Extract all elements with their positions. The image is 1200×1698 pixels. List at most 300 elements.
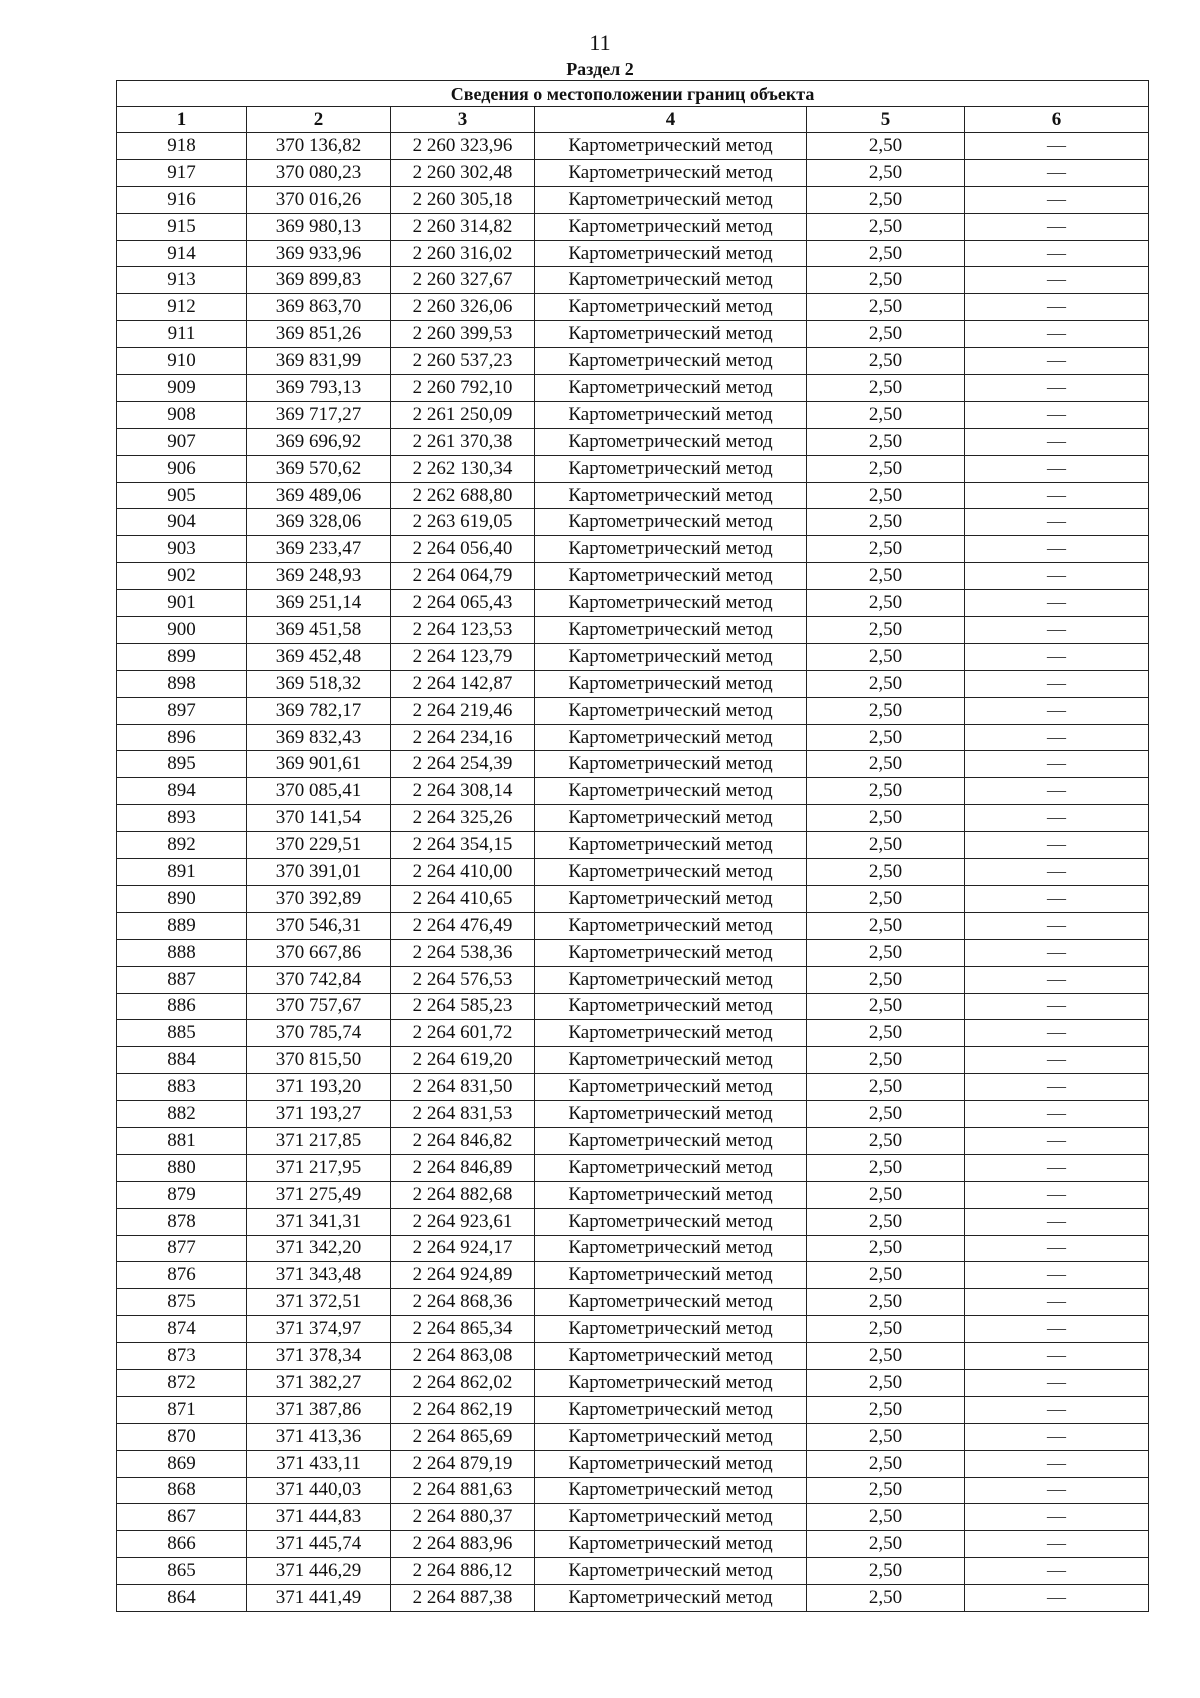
table-row — [117, 428, 1149, 455]
table-row — [117, 1504, 1149, 1531]
method-cell: Картометрический метод — [535, 1262, 807, 1289]
description-cell: — — [965, 1423, 1149, 1450]
table-row — [117, 1558, 1149, 1585]
description-cell: — — [965, 1074, 1149, 1101]
column-header: 5 — [807, 107, 965, 133]
description-cell: — — [965, 643, 1149, 670]
x-coordinate-cell: 369 933,96 — [247, 240, 391, 267]
point-number-cell: 910 — [117, 348, 247, 375]
accuracy-cell: 2,50 — [807, 1477, 965, 1504]
method-cell: Картометрический метод — [535, 1020, 807, 1047]
x-coordinate-cell: 371 341,31 — [247, 1208, 391, 1235]
table-row — [117, 670, 1149, 697]
description-cell: — — [965, 348, 1149, 375]
y-coordinate-cell: 2 264 831,53 — [391, 1101, 535, 1128]
accuracy-cell: 2,50 — [807, 724, 965, 751]
column-header: 6 — [965, 107, 1149, 133]
x-coordinate-cell: 369 793,13 — [247, 375, 391, 402]
y-coordinate-cell: 2 264 923,61 — [391, 1208, 535, 1235]
point-number-cell: 883 — [117, 1074, 247, 1101]
table-row — [117, 1181, 1149, 1208]
table-row — [117, 186, 1149, 213]
y-coordinate-cell: 2 264 585,23 — [391, 993, 535, 1020]
method-cell: Картометрический метод — [535, 697, 807, 724]
y-coordinate-cell: 2 264 887,38 — [391, 1585, 535, 1612]
y-coordinate-cell: 2 260 327,67 — [391, 267, 535, 294]
accuracy-cell: 2,50 — [807, 1531, 965, 1558]
accuracy-cell: 2,50 — [807, 240, 965, 267]
y-coordinate-cell: 2 264 538,36 — [391, 939, 535, 966]
y-coordinate-cell: 2 264 863,08 — [391, 1343, 535, 1370]
point-number-cell: 871 — [117, 1396, 247, 1423]
description-cell: — — [965, 267, 1149, 294]
method-cell: Картометрический метод — [535, 509, 807, 536]
point-number-cell: 901 — [117, 590, 247, 617]
x-coordinate-cell: 371 440,03 — [247, 1477, 391, 1504]
table-row — [117, 563, 1149, 590]
point-number-cell: 902 — [117, 563, 247, 590]
method-cell: Картометрический метод — [535, 966, 807, 993]
accuracy-cell: 2,50 — [807, 1127, 965, 1154]
accuracy-cell: 2,50 — [807, 294, 965, 321]
x-coordinate-cell: 371 193,20 — [247, 1074, 391, 1101]
method-cell: Картометрический метод — [535, 912, 807, 939]
method-cell: Картометрический метод — [535, 1585, 807, 1612]
table-row — [117, 1423, 1149, 1450]
method-cell: Картометрический метод — [535, 321, 807, 348]
description-cell: — — [965, 670, 1149, 697]
y-coordinate-cell: 2 264 924,89 — [391, 1262, 535, 1289]
x-coordinate-cell: 369 570,62 — [247, 455, 391, 482]
method-cell: Картометрический метод — [535, 1101, 807, 1128]
method-cell: Картометрический метод — [535, 832, 807, 859]
x-coordinate-cell: 371 217,85 — [247, 1127, 391, 1154]
description-cell: — — [965, 1181, 1149, 1208]
y-coordinate-cell: 2 264 234,16 — [391, 724, 535, 751]
point-number-cell: 876 — [117, 1262, 247, 1289]
x-coordinate-cell: 369 899,83 — [247, 267, 391, 294]
description-cell: — — [965, 724, 1149, 751]
point-number-cell: 900 — [117, 617, 247, 644]
table-caption-row — [117, 81, 1149, 107]
x-coordinate-cell: 369 328,06 — [247, 509, 391, 536]
method-cell: Картометрический метод — [535, 1316, 807, 1343]
table-row — [117, 1477, 1149, 1504]
table-row — [117, 267, 1149, 294]
accuracy-cell: 2,50 — [807, 1047, 965, 1074]
accuracy-cell: 2,50 — [807, 563, 965, 590]
method-cell: Картометрический метод — [535, 1127, 807, 1154]
y-coordinate-cell: 2 262 130,34 — [391, 455, 535, 482]
table-row — [117, 778, 1149, 805]
point-number-cell: 898 — [117, 670, 247, 697]
method-cell: Картометрический метод — [535, 1343, 807, 1370]
method-cell: Картометрический метод — [535, 778, 807, 805]
point-number-cell: 913 — [117, 267, 247, 294]
y-coordinate-cell: 2 260 537,23 — [391, 348, 535, 375]
description-cell: — — [965, 1235, 1149, 1262]
accuracy-cell: 2,50 — [807, 832, 965, 859]
method-cell: Картометрический метод — [535, 805, 807, 832]
table-row — [117, 348, 1149, 375]
x-coordinate-cell: 369 851,26 — [247, 321, 391, 348]
table-row — [117, 1396, 1149, 1423]
method-cell: Картометрический метод — [535, 133, 807, 160]
method-cell: Картометрический метод — [535, 1074, 807, 1101]
method-cell: Картометрический метод — [535, 294, 807, 321]
x-coordinate-cell: 370 546,31 — [247, 912, 391, 939]
x-coordinate-cell: 369 518,32 — [247, 670, 391, 697]
accuracy-cell: 2,50 — [807, 617, 965, 644]
description-cell: — — [965, 133, 1149, 160]
accuracy-cell: 2,50 — [807, 1343, 965, 1370]
x-coordinate-cell: 370 815,50 — [247, 1047, 391, 1074]
method-cell: Картометрический метод — [535, 1558, 807, 1585]
point-number-cell: 869 — [117, 1450, 247, 1477]
table-row — [117, 617, 1149, 644]
description-cell: — — [965, 482, 1149, 509]
point-number-cell: 886 — [117, 993, 247, 1020]
y-coordinate-cell: 2 264 601,72 — [391, 1020, 535, 1047]
accuracy-cell: 2,50 — [807, 590, 965, 617]
accuracy-cell: 2,50 — [807, 1181, 965, 1208]
table-row — [117, 832, 1149, 859]
x-coordinate-cell: 369 248,93 — [247, 563, 391, 590]
description-cell: — — [965, 993, 1149, 1020]
accuracy-cell: 2,50 — [807, 482, 965, 509]
table-row — [117, 1585, 1149, 1612]
y-coordinate-cell: 2 264 065,43 — [391, 590, 535, 617]
x-coordinate-cell: 369 832,43 — [247, 724, 391, 751]
method-cell: Картометрический метод — [535, 186, 807, 213]
method-cell: Картометрический метод — [535, 1531, 807, 1558]
table-row — [117, 1343, 1149, 1370]
point-number-cell: 875 — [117, 1289, 247, 1316]
description-cell: — — [965, 428, 1149, 455]
x-coordinate-cell: 370 085,41 — [247, 778, 391, 805]
table-row — [117, 805, 1149, 832]
boundary-table — [116, 80, 1149, 1612]
table-row — [117, 375, 1149, 402]
point-number-cell: 893 — [117, 805, 247, 832]
table-row — [117, 509, 1149, 536]
table-row — [117, 643, 1149, 670]
point-number-cell: 873 — [117, 1343, 247, 1370]
description-cell: — — [965, 1154, 1149, 1181]
method-cell: Картометрический метод — [535, 1450, 807, 1477]
method-cell: Картометрический метод — [535, 1504, 807, 1531]
page-number: 11 — [589, 30, 611, 55]
accuracy-cell: 2,50 — [807, 670, 965, 697]
method-cell: Картометрический метод — [535, 1289, 807, 1316]
description-cell: — — [965, 1585, 1149, 1612]
accuracy-cell: 2,50 — [807, 159, 965, 186]
table-row — [117, 1531, 1149, 1558]
accuracy-cell: 2,50 — [807, 509, 965, 536]
description-cell: — — [965, 1262, 1149, 1289]
method-cell: Картометрический метод — [535, 401, 807, 428]
x-coordinate-cell: 370 757,67 — [247, 993, 391, 1020]
method-cell: Картометрический метод — [535, 240, 807, 267]
table-row — [117, 1316, 1149, 1343]
description-cell: — — [965, 1558, 1149, 1585]
y-coordinate-cell: 2 260 316,02 — [391, 240, 535, 267]
table-row — [117, 240, 1149, 267]
x-coordinate-cell: 371 387,86 — [247, 1396, 391, 1423]
y-coordinate-cell: 2 264 880,37 — [391, 1504, 535, 1531]
description-cell: — — [965, 213, 1149, 240]
method-cell: Картометрический метод — [535, 1423, 807, 1450]
method-cell: Картометрический метод — [535, 159, 807, 186]
table-row — [117, 751, 1149, 778]
x-coordinate-cell: 371 193,27 — [247, 1101, 391, 1128]
table-row — [117, 1047, 1149, 1074]
accuracy-cell: 2,50 — [807, 1423, 965, 1450]
point-number-cell: 908 — [117, 401, 247, 428]
x-coordinate-cell: 371 343,48 — [247, 1262, 391, 1289]
x-coordinate-cell: 369 251,14 — [247, 590, 391, 617]
y-coordinate-cell: 2 264 924,17 — [391, 1235, 535, 1262]
description-cell: — — [965, 859, 1149, 886]
point-number-cell: 907 — [117, 428, 247, 455]
method-cell: Картометрический метод — [535, 939, 807, 966]
x-coordinate-cell: 371 378,34 — [247, 1343, 391, 1370]
point-number-cell: 866 — [117, 1531, 247, 1558]
accuracy-cell: 2,50 — [807, 1020, 965, 1047]
y-coordinate-cell: 2 260 305,18 — [391, 186, 535, 213]
description-cell: — — [965, 509, 1149, 536]
accuracy-cell: 2,50 — [807, 859, 965, 886]
accuracy-cell: 2,50 — [807, 805, 965, 832]
x-coordinate-cell: 371 446,29 — [247, 1558, 391, 1585]
description-cell: — — [965, 455, 1149, 482]
description-cell: — — [965, 939, 1149, 966]
table-row — [117, 1127, 1149, 1154]
table-row — [117, 966, 1149, 993]
point-number-cell: 906 — [117, 455, 247, 482]
point-number-cell: 890 — [117, 885, 247, 912]
table-row — [117, 482, 1149, 509]
method-cell: Картометрический метод — [535, 482, 807, 509]
description-cell: — — [965, 697, 1149, 724]
accuracy-cell: 2,50 — [807, 213, 965, 240]
point-number-cell: 899 — [117, 643, 247, 670]
table-row — [117, 993, 1149, 1020]
description-cell: — — [965, 1477, 1149, 1504]
x-coordinate-cell: 371 433,11 — [247, 1450, 391, 1477]
y-coordinate-cell: 2 264 254,39 — [391, 751, 535, 778]
point-number-cell: 911 — [117, 321, 247, 348]
point-number-cell: 888 — [117, 939, 247, 966]
y-coordinate-cell: 2 264 476,49 — [391, 912, 535, 939]
method-cell: Картометрический метод — [535, 885, 807, 912]
table-row — [117, 724, 1149, 751]
y-coordinate-cell: 2 264 619,20 — [391, 1047, 535, 1074]
x-coordinate-cell: 369 489,06 — [247, 482, 391, 509]
point-number-cell: 904 — [117, 509, 247, 536]
y-coordinate-cell: 2 261 250,09 — [391, 401, 535, 428]
point-number-cell: 917 — [117, 159, 247, 186]
description-cell: — — [965, 1450, 1149, 1477]
x-coordinate-cell: 369 696,92 — [247, 428, 391, 455]
x-coordinate-cell: 369 980,13 — [247, 213, 391, 240]
method-cell: Картометрический метод — [535, 1154, 807, 1181]
method-cell: Картометрический метод — [535, 859, 807, 886]
accuracy-cell: 2,50 — [807, 643, 965, 670]
point-number-cell: 891 — [117, 859, 247, 886]
y-coordinate-cell: 2 264 881,63 — [391, 1477, 535, 1504]
y-coordinate-cell: 2 264 123,53 — [391, 617, 535, 644]
method-cell: Картометрический метод — [535, 1047, 807, 1074]
table-row — [117, 1289, 1149, 1316]
description-cell: — — [965, 617, 1149, 644]
y-coordinate-cell: 2 264 410,65 — [391, 885, 535, 912]
point-number-cell: 915 — [117, 213, 247, 240]
y-coordinate-cell: 2 264 865,69 — [391, 1423, 535, 1450]
table-row — [117, 1208, 1149, 1235]
description-cell: — — [965, 1504, 1149, 1531]
accuracy-cell: 2,50 — [807, 1074, 965, 1101]
accuracy-cell: 2,50 — [807, 993, 965, 1020]
accuracy-cell: 2,50 — [807, 1369, 965, 1396]
accuracy-cell: 2,50 — [807, 536, 965, 563]
accuracy-cell: 2,50 — [807, 1504, 965, 1531]
y-coordinate-cell: 2 261 370,38 — [391, 428, 535, 455]
accuracy-cell: 2,50 — [807, 401, 965, 428]
point-number-cell: 868 — [117, 1477, 247, 1504]
table-row — [117, 213, 1149, 240]
x-coordinate-cell: 371 444,83 — [247, 1504, 391, 1531]
point-number-cell: 914 — [117, 240, 247, 267]
method-cell: Картометрический метод — [535, 617, 807, 644]
method-cell: Картометрический метод — [535, 1369, 807, 1396]
description-cell: — — [965, 1396, 1149, 1423]
y-coordinate-cell: 2 264 886,12 — [391, 1558, 535, 1585]
y-coordinate-cell: 2 264 862,02 — [391, 1369, 535, 1396]
description-cell: — — [965, 536, 1149, 563]
method-cell: Картометрический метод — [535, 1181, 807, 1208]
method-cell: Картометрический метод — [535, 455, 807, 482]
accuracy-cell: 2,50 — [807, 1316, 965, 1343]
x-coordinate-cell: 370 229,51 — [247, 832, 391, 859]
point-number-cell: 905 — [117, 482, 247, 509]
point-number-cell: 882 — [117, 1101, 247, 1128]
y-coordinate-cell: 2 264 846,89 — [391, 1154, 535, 1181]
method-cell: Картометрический метод — [535, 428, 807, 455]
point-number-cell: 897 — [117, 697, 247, 724]
x-coordinate-cell: 371 374,97 — [247, 1316, 391, 1343]
y-coordinate-cell: 2 264 883,96 — [391, 1531, 535, 1558]
description-cell: — — [965, 1127, 1149, 1154]
method-cell: Картометрический метод — [535, 267, 807, 294]
y-coordinate-cell: 2 264 064,79 — [391, 563, 535, 590]
method-cell: Картометрический метод — [535, 993, 807, 1020]
accuracy-cell: 2,50 — [807, 1558, 965, 1585]
accuracy-cell: 2,50 — [807, 1235, 965, 1262]
accuracy-cell: 2,50 — [807, 1585, 965, 1612]
accuracy-cell: 2,50 — [807, 1262, 965, 1289]
method-cell: Картометрический метод — [535, 536, 807, 563]
description-cell: — — [965, 294, 1149, 321]
x-coordinate-cell: 369 717,27 — [247, 401, 391, 428]
description-cell: — — [965, 1531, 1149, 1558]
accuracy-cell: 2,50 — [807, 885, 965, 912]
y-coordinate-cell: 2 264 882,68 — [391, 1181, 535, 1208]
table-row — [117, 590, 1149, 617]
y-coordinate-cell: 2 264 865,34 — [391, 1316, 535, 1343]
accuracy-cell: 2,50 — [807, 348, 965, 375]
accuracy-cell: 2,50 — [807, 966, 965, 993]
description-cell: — — [965, 240, 1149, 267]
y-coordinate-cell: 2 260 326,06 — [391, 294, 535, 321]
table-row — [117, 885, 1149, 912]
description-cell: — — [965, 1020, 1149, 1047]
accuracy-cell: 2,50 — [807, 375, 965, 402]
description-cell: — — [965, 1289, 1149, 1316]
description-cell: — — [965, 375, 1149, 402]
description-cell: — — [965, 1369, 1149, 1396]
accuracy-cell: 2,50 — [807, 751, 965, 778]
accuracy-cell: 2,50 — [807, 939, 965, 966]
accuracy-cell: 2,50 — [807, 186, 965, 213]
method-cell: Картометрический метод — [535, 1396, 807, 1423]
y-coordinate-cell: 2 260 792,10 — [391, 375, 535, 402]
y-coordinate-cell: 2 263 619,05 — [391, 509, 535, 536]
point-number-cell: 889 — [117, 912, 247, 939]
table-row — [117, 401, 1149, 428]
y-coordinate-cell: 2 264 056,40 — [391, 536, 535, 563]
column-header: 1 — [117, 107, 247, 133]
x-coordinate-cell: 370 016,26 — [247, 186, 391, 213]
accuracy-cell: 2,50 — [807, 1101, 965, 1128]
x-coordinate-cell: 371 445,74 — [247, 1531, 391, 1558]
y-coordinate-cell: 2 264 123,79 — [391, 643, 535, 670]
description-cell: — — [965, 751, 1149, 778]
method-cell: Картометрический метод — [535, 1477, 807, 1504]
accuracy-cell: 2,50 — [807, 133, 965, 160]
accuracy-cell: 2,50 — [807, 912, 965, 939]
x-coordinate-cell: 370 392,89 — [247, 885, 391, 912]
table-row — [117, 697, 1149, 724]
accuracy-cell: 2,50 — [807, 697, 965, 724]
description-cell: — — [965, 1343, 1149, 1370]
description-cell: — — [965, 912, 1149, 939]
accuracy-cell: 2,50 — [807, 321, 965, 348]
description-cell: — — [965, 832, 1149, 859]
y-coordinate-cell: 2 264 879,19 — [391, 1450, 535, 1477]
accuracy-cell: 2,50 — [807, 1289, 965, 1316]
point-number-cell: 879 — [117, 1181, 247, 1208]
point-number-cell: 880 — [117, 1154, 247, 1181]
description-cell: — — [965, 563, 1149, 590]
method-cell: Картометрический метод — [535, 643, 807, 670]
table-row — [117, 1101, 1149, 1128]
point-number-cell: 878 — [117, 1208, 247, 1235]
x-coordinate-cell: 371 413,36 — [247, 1423, 391, 1450]
y-coordinate-cell: 2 264 354,15 — [391, 832, 535, 859]
table-row — [117, 1020, 1149, 1047]
table-row — [117, 321, 1149, 348]
point-number-cell: 870 — [117, 1423, 247, 1450]
method-cell: Картометрический метод — [535, 375, 807, 402]
x-coordinate-cell: 369 901,61 — [247, 751, 391, 778]
x-coordinate-cell: 369 233,47 — [247, 536, 391, 563]
accuracy-cell: 2,50 — [807, 428, 965, 455]
method-cell: Картометрический метод — [535, 1235, 807, 1262]
y-coordinate-cell: 2 264 325,26 — [391, 805, 535, 832]
point-number-cell: 912 — [117, 294, 247, 321]
table-header-row — [117, 107, 1149, 133]
